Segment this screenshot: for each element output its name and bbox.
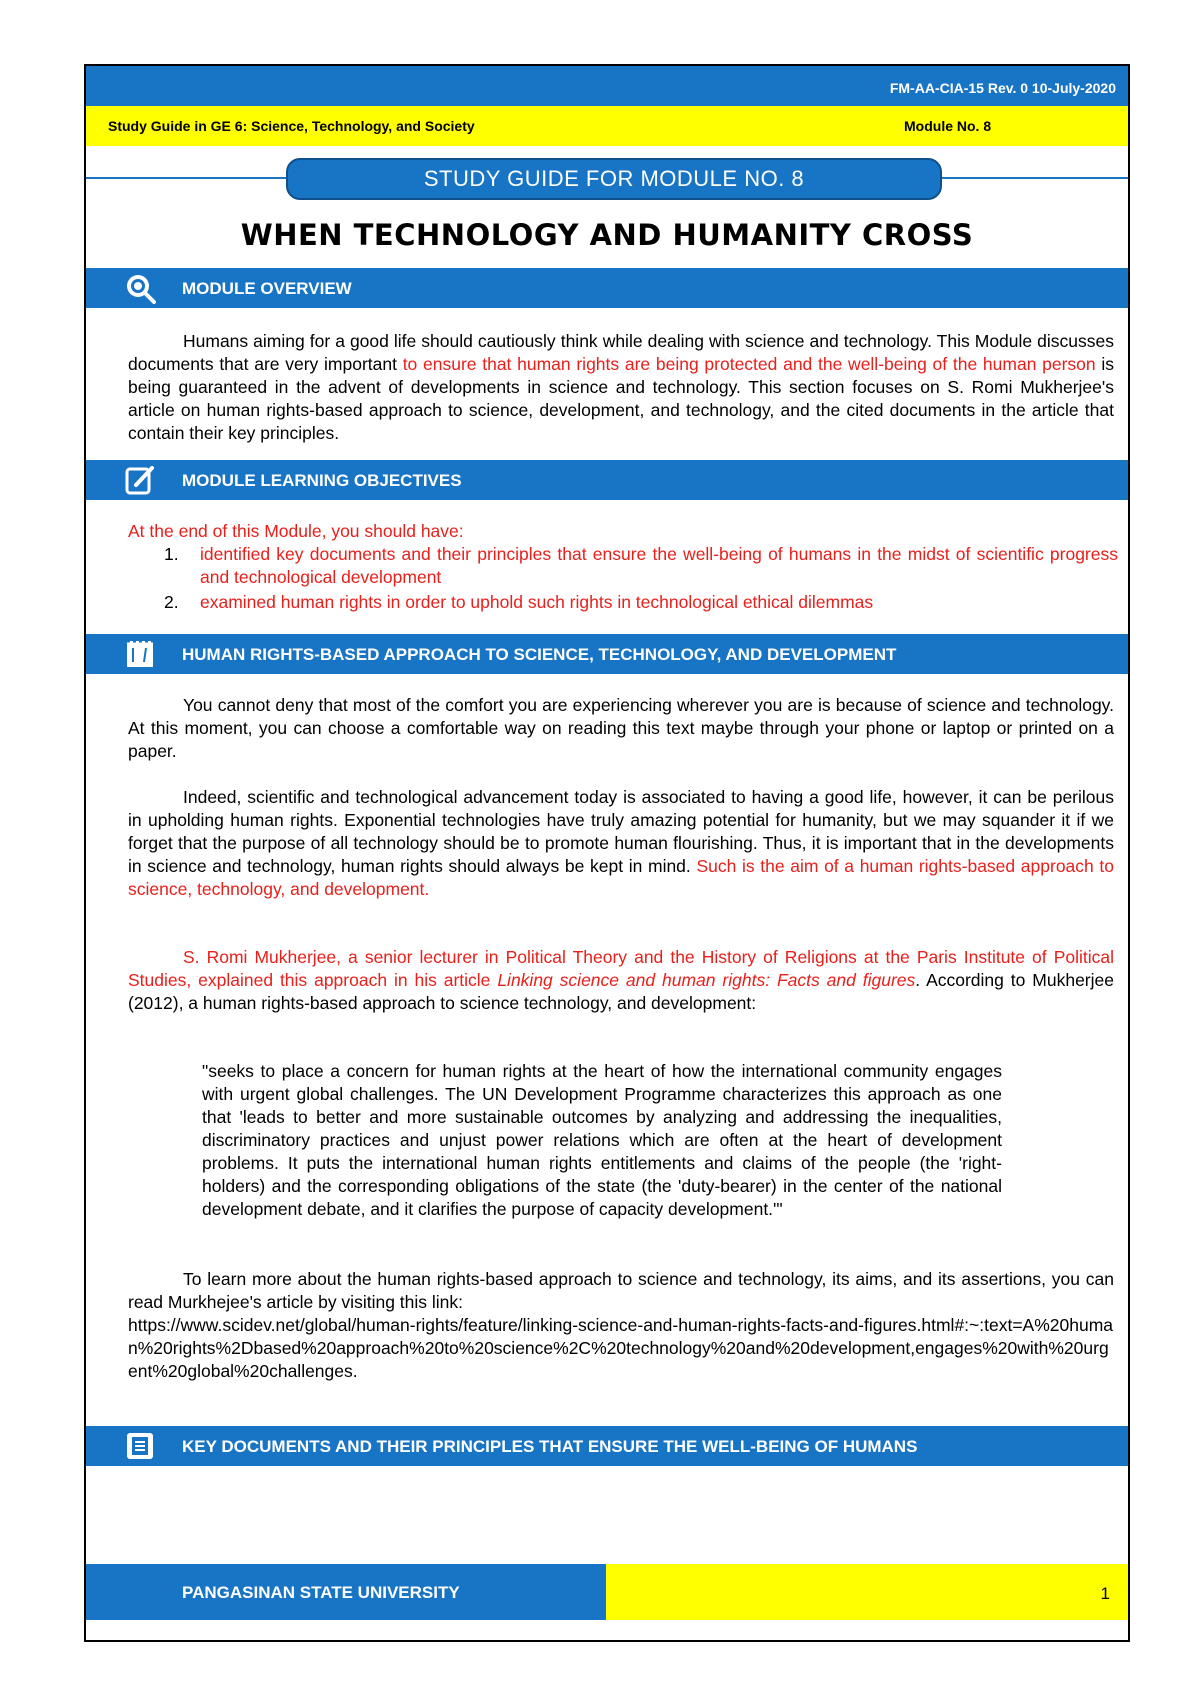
section-title: MODULE LEARNING OBJECTIVES [182,471,462,490]
mukherjee-intro: S. Romi Mukherjee, a senior lecturer in Political Theory and the History of Religions at the Paris Institute of Political Studies, explained this approach in his article [128,947,1114,990]
approach-paragraph-2 [128,786,1114,901]
list-text: examined human rights in order to uphold such rights in technological ethical dilemmas [200,592,874,612]
list-item [128,543,1118,589]
overview-text: Humans aiming for a good life should cautiously think while dealing with science and technology. This Module discusses documents that are very important [128,331,1114,374]
footer-page-bar [606,1564,1128,1620]
section-header-approach [86,634,1128,674]
divider-right [942,177,1128,179]
article-link[interactable]: https://www.scidev.net/global/human-rights/feature/linking-science-and-human-rights-facts-and-figures.html#:~:text=A%20human%20rights%2Dbased%20approach%20to%20science%2C%20technology%20and%20development,engages%20with%20urgent%20global%20challenges. [128,1315,1114,1381]
edit-icon [124,464,156,496]
section-header-key-documents [86,1426,1128,1466]
overview-highlight: to ensure that human rights are being protected and the well-being of the human person [402,354,1096,374]
approach-paragraph-1: You cannot deny that most of the comfort you are experiencing wherever you are is because of science and technology. At this moment, you can choose a comfortable way on reading this text maybe through your phone or laptop or printed on a paper. [128,695,1114,761]
guide-title: Study Guide in GE 6: Science, Technology, and Society [108,118,475,134]
footer-university-bar [86,1564,606,1620]
approach-text: Indeed, scientific and technological advancement today is associated to having a good life, however, it can be perilous in upholding human rights. Exponential technologies have truly amazing potential for humanity, but we may squander it if we forget that the purpose of all technology should be to promote human flourishing. Thus, it is important that in the developments in science and technology, human rights should always be kept in mind. [128,787,1114,876]
approach-highlight: Such is the aim of a human rights-based approach to science, technology, and development. [128,856,1115,899]
list-item [128,591,1118,614]
approach-paragraph-4: To learn more about the human rights-based approach to science and technology, its aims, and its assertions, you can read Murkhejee's article by visiting this link: [128,1269,1114,1312]
section-title: HUMAN RIGHTS-BASED APPROACH TO SCIENCE, TECHNOLOGY, AND DEVELOPMENT [182,645,897,664]
overview-text-end: is being guaranteed in the advent of developments in science and technology. This section focuses on S. Romi Mukherjee's article on human rights-based approach to science, development, and technology, and the cited documents in the article that contain their key principles. [128,354,1115,443]
header-top-bar [86,66,1128,106]
list-number: 1. [164,544,179,564]
magnifier-icon [124,272,156,304]
approach-paragraph-3 [128,946,1114,1015]
document-icon [124,638,156,670]
article-title: Linking science and human rights: Facts and figures [497,970,916,990]
section-title: MODULE OVERVIEW [182,279,352,298]
list-text: identified key documents and their principles that ensure the well-being of humans in the midst of scientific progress and technological development [200,544,1118,587]
form-code: FM-AA-CIA-15 Rev. 0 10-July-2020 [889,80,1116,96]
header-subject-bar [86,106,1128,146]
section-header-overview [86,268,1128,308]
mukherjee-quote: "seeks to place a concern for human rights at the heart of how the international community engages with urgent global challenges. The UN Development Programme characterizes this approach as one that 'leads to better and more sustainable outcomes by analyzing and addressing the inequalities, discriminatory practices and unjust power relations which are often at the heart of development problems. It puts the international human rights entitlements and claims of the people (the 'right-holders) and the corresponding obligations of the state (the 'duty-bearer) in the center of the national development debate, and it clarifies the purpose of capacity development.'" [202,1061,1002,1219]
objectives-intro: At the end of this Module, you should have: [128,521,464,541]
divider-left [86,177,286,179]
book-icon [124,1430,156,1462]
module-number: Module No. 8 [904,118,992,134]
mukherjee-text: . According to Mukherjee (2012), a human rights-based approach to science technology, and development: [128,970,1114,1013]
section-title: KEY DOCUMENTS AND THEIR PRINCIPLES THAT ENSURE THE WELL-BEING OF HUMANS [182,1437,918,1456]
page-title: WHEN TECHNOLOGY AND HUMANITY CROSS [240,218,974,252]
page-number: 1 [1100,1584,1110,1603]
objectives-list [128,520,1118,614]
overview-paragraph [128,330,1114,445]
list-number: 2. [164,592,179,612]
study-guide-banner: STUDY GUIDE FOR MODULE NO. 8 [286,158,942,200]
section-header-objectives [86,460,1128,500]
university-name: PANGASINAN STATE UNIVERSITY [182,1583,460,1602]
